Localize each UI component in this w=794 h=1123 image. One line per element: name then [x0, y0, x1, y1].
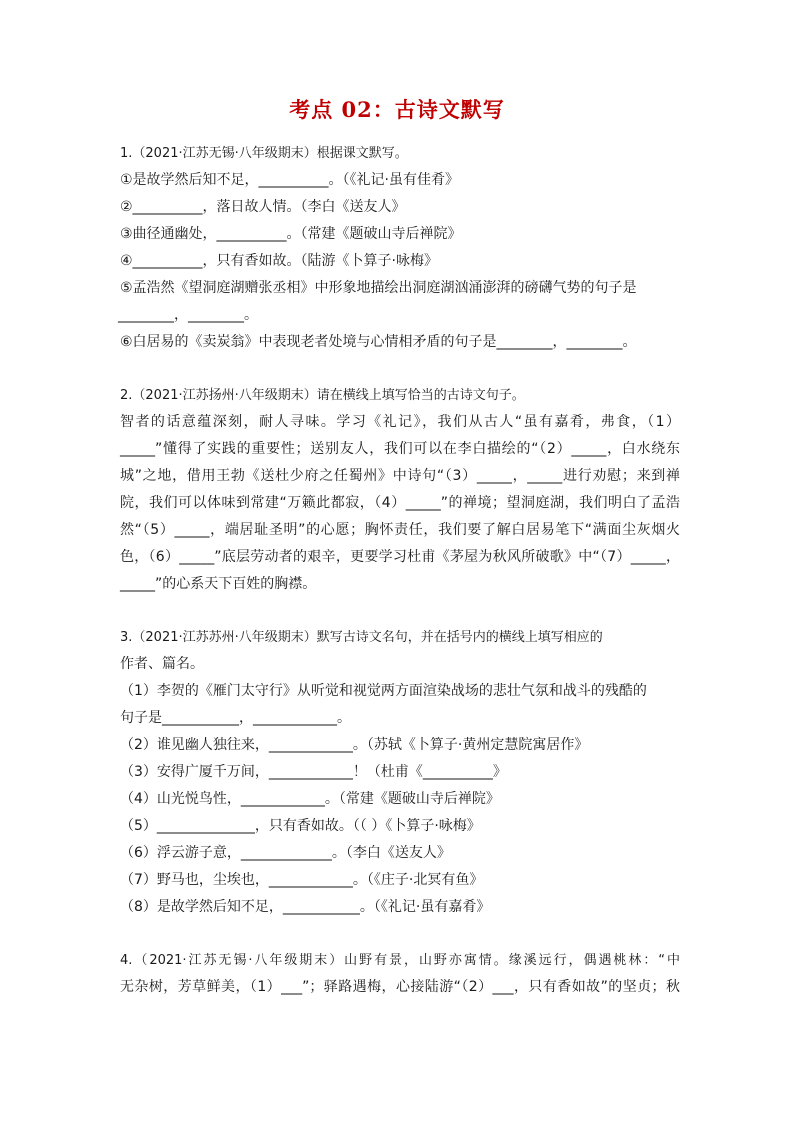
q2-line: 智者的话意蕴深刻，耐人寻味。学习《礼记》，我们从古人“虽有嘉肴，弗食，（1） — [120, 414, 680, 430]
question-2-paragraph — [120, 409, 680, 598]
q2-line: 然“（5）_____，端居耻圣明”的心愿；胸怀责任，我们要了解白居易笔下“满面尘灰烟火 — [120, 522, 680, 538]
q3-item: （4）山光悦鸟性，____________。（常建《题破山寺后禅院》 — [120, 791, 500, 807]
question-4-head: 4.（2021·江苏无锡·八年级期末）山野有景，山野亦寓情。缘溪远行，偶遇桃林：“中 — [120, 953, 680, 968]
q3-item: （6）浮云游子意，_____________。（李白《送友人》 — [120, 845, 451, 861]
q3-item: （2）谁见幽人独往来，____________。（苏轼《卜算子·黄州定慧院寓居作》 — [120, 737, 589, 753]
q1-item: ⑤孟浩然《望洞庭湖赠张丞相》中形象地描绘出洞庭湖汹涌澎湃的磅礴气势的句子是 — [120, 280, 637, 296]
question-3-head: 3.（2021·江苏苏州·八年级期末）默写古诗文名句，并在括号内的横线上填写相应的 — [120, 630, 603, 645]
q2-line: 色，（6）_____”底层劳动者的艰辛，更要学习杜甫《茅屋为秋风所破歌》中“（7）_____， — [120, 549, 680, 565]
question-2 — [120, 382, 680, 598]
q3-item: （5）______________，只有香如故。（（ ）《卜算子·咏梅》 — [120, 818, 481, 834]
question-1-head: 1.（2021·江苏无锡·八年级期末）根据课文默写。 — [120, 146, 408, 161]
question-3-head-cont: 作者、篇名。 — [120, 656, 204, 672]
q3-item: （3）安得广厦千万间，____________！（杜甫《__________》 — [120, 764, 507, 780]
q2-line: 院，我们可以体味到常建“万籁此都寂，（4）_____”的禅境；望洞庭湖，我们明白了孟浩 — [120, 495, 680, 511]
q2-line: _____”懂得了实践的重要性；送别友人，我们可以在李白描绘的“（2）_____，白水绕东 — [120, 441, 680, 457]
content-area — [120, 140, 680, 1001]
q3-item: （8）是故学然后知不足，___________。（《礼记·虽有嘉肴》 — [120, 899, 491, 915]
q4-line: 无杂树，芳草鲜美，（1）___”；驿路遇梅，心接陆游“（2）___，只有香如故”的坚贞；秋 — [120, 979, 680, 995]
question-1 — [120, 140, 680, 356]
question-3 — [120, 624, 680, 921]
q2-line: _____”的心系天下百姓的胸襟。 — [120, 576, 317, 592]
q3-item: （1）李贺的《雁门太守行》从听觉和视觉两方面渲染战场的悲壮气氛和战斗的残酷的 — [120, 683, 647, 699]
question-4 — [120, 947, 680, 1001]
q1-item: ③曲径通幽处，__________。（常建《题破山寺后禅院》 — [120, 226, 462, 242]
q1-item: ⑥白居易的《卖炭翁》中表现老者处境与心情相矛盾的句子是________，________。 — [120, 334, 637, 350]
q2-line: 城”之地，借用王勃《送杜少府之任蜀州》中诗句“（3）_____，_____进行劝慰；来到禅 — [120, 468, 680, 484]
q1-item: ________，________。 — [118, 307, 258, 323]
q3-item: （7）野马也，尘埃也，____________。（《庄子·北冥有鱼》 — [120, 872, 484, 888]
page-title: 考点 02：古诗文默写 — [289, 97, 505, 122]
question-2-head: 2.（2021·江苏扬州·八年级期末）请在横线上填写恰当的古诗文句子。 — [120, 388, 525, 403]
q3-item: 句子是___________，____________。 — [120, 710, 351, 726]
q1-item: ②__________，落日故人情。（李白《送友人》 — [120, 199, 406, 215]
q1-item: ①是故学然后知不足，__________。（《礼记·虽有佳肴》 — [120, 172, 459, 188]
q1-item: ④__________，只有香如故。（陆游《卜算子·咏梅》 — [120, 253, 438, 269]
